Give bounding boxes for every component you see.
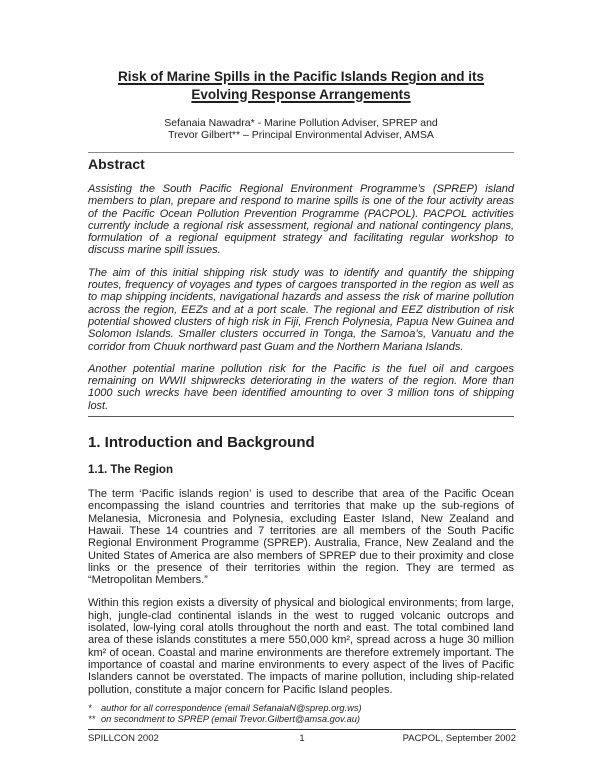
page-footer [88, 729, 516, 744]
section-heading-introduction: 1. Introduction and Background [88, 434, 315, 452]
authors-block [88, 117, 514, 141]
footnote-2-marker: ** [88, 713, 96, 724]
footnote-1-text: author for all correspondence (email SefanaiaN@sprep.org.ws) [101, 702, 362, 713]
abstract-heading: Abstract [88, 156, 145, 172]
footnote-2-text: on secondment to SPREP (email Trevor.Gilbert@amsa.gov.au) [101, 713, 361, 724]
footnote-1 [88, 703, 514, 714]
paper-title-line-1: Risk of Marine Spills in the Pacific Islands Region and its [117, 69, 485, 84]
abstract-paragraph-2: The aim of this initial shipping risk study was to identify and quantify the shipping routes, frequency of voyages and types of cargoes transported in the region as well as to map shipping incidents, navigational hazards and assess the risk of marine pollution across the region, EEZs and at a port scale. The regional and EEZ distribution of risk potential showed clusters of high risk in Fiji, French Polynesia, Papua New Guinea and Solomon Islands. Smaller clusters occurred in Tonga, the Samoa’s, Vanuatu and the corridor from Chuuk northward past Guam and the Northern Mariana Islands. [88, 266, 514, 353]
abstract-paragraph-1: Assisting the South Pacific Regional Environment Programme’s (SPREP) island members to plan, prepare and respond to marine spills is one of the four activity areas of the Pacific Ocean Pollution Prevention Programme (PACPOL). PACPOL activities currently include a regional risk assessment, regional and national contingency plans, formulation of a regional equipment strategy and facilitating regular workshop to discuss marine spill issues. [88, 183, 514, 257]
abstract-section [88, 152, 514, 417]
footer-source-label: PACPOL, September 2002 [402, 733, 516, 744]
page-content [88, 0, 514, 725]
footnote-2 [88, 714, 514, 725]
subsection-heading-region: 1.1. The Region [88, 464, 173, 477]
footnotes-block [88, 703, 514, 725]
author-line-1: Sefanaia Nawadra* - Marine Pollution Adviser, SPREP and [164, 117, 438, 129]
footer-conference-label: SPILLCON 2002 [88, 733, 159, 744]
paper-title-line-2: Evolving Response Arrangements [191, 86, 411, 102]
body-paragraph-1: The term ‘Pacific islands region’ is used to describe that area of the Pacific Ocean encompassing the island countries and territories that make up the sub-regions of Melanesia, Micronesia and Polynesia, excluding Easter Island, New Zealand and Hawaii. These 14 countries and 7 territories are all members of the South Pacific Regional Environment Programme (SPREP). Australia, France, New Zealand and the United States of America are also members of SPREP due to their proximity and close links or the presence of their territories within the region. They are termed as “Metropolitan Members.” [88, 488, 514, 587]
abstract-paragraph-3: Another potential marine pollution risk for the Pacific is the fuel oil and cargoes remaining on WWII shipwrecks deteriorating in the waters of the region. More than 1000 such wrecks have been identified amounting to over 3 million tons of shipping lost. [88, 362, 514, 412]
page-number: 1 [299, 733, 305, 744]
paper-title [88, 68, 514, 103]
footnote-1-marker: * [88, 702, 92, 713]
body-paragraph-2: Within this region exists a diversity of physical and biological environments; from large, high, jungle-clad continental islands in the west to rugged volcanic outcrops and isolated, low-lying coral atolls throughout the north and east. The total combined land area of these islands constitutes a mere 550,000 km², spread across a huge 30 million km² of ocean. Coastal and marine environments are therefore extremely important. The importance of coastal and marine environments to every aspect of the lives of Pacific Islanders cannot be overstated. The impacts of marine pollution, including ship-related pollution, constitute a major concern for Pacific Island peoples. [88, 597, 514, 696]
author-line-2: Trevor Gilbert** – Principal Environmental Adviser, AMSA [168, 129, 434, 141]
